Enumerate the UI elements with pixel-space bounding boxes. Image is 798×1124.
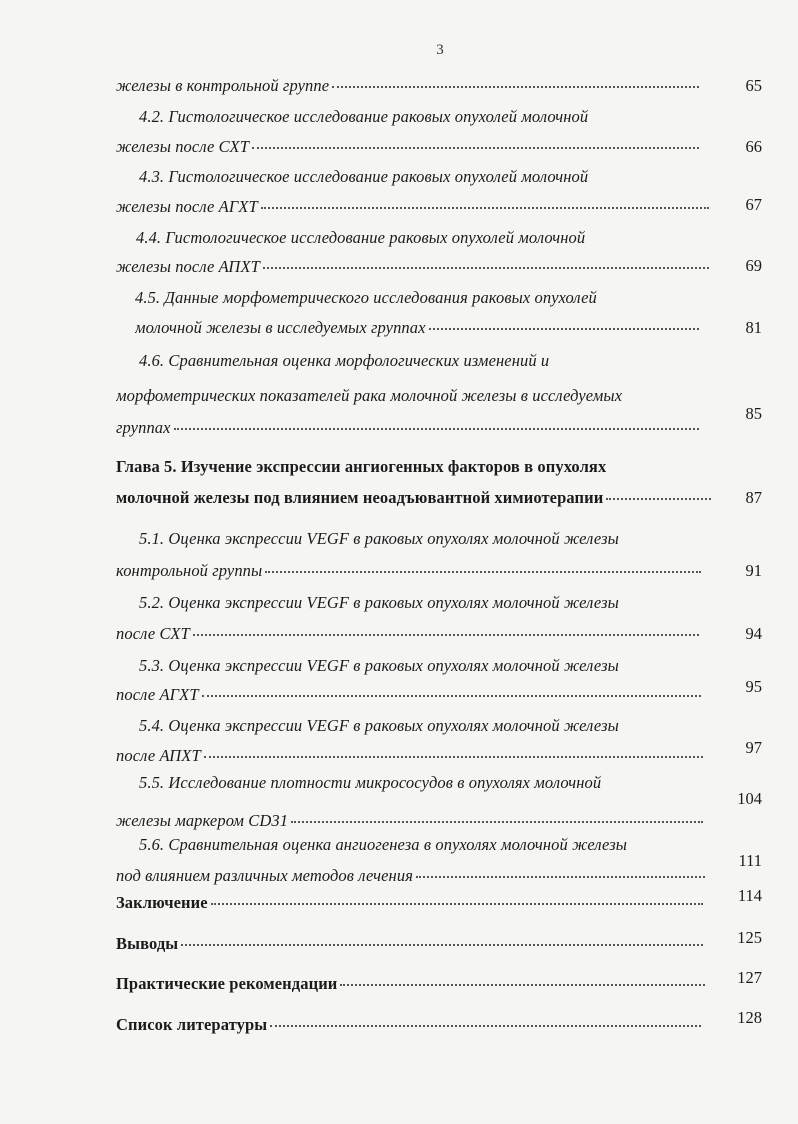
toc-entry-line xyxy=(116,386,622,406)
toc-entry-text: контрольной группы xyxy=(116,561,263,580)
toc-entry-line xyxy=(116,893,704,913)
toc-entry-text: под влиянием различных методов лечения xyxy=(116,866,413,885)
toc-entry-text: 4.4. Гистологическое исследование раковых опухолей молочной xyxy=(136,228,586,247)
toc-leader-dots xyxy=(265,571,701,573)
toc-leader-dots xyxy=(263,267,709,269)
toc-entry-text: 5.5. Исследование плотности микрососудов в опухолях молочной xyxy=(139,773,602,792)
toc-page-number: 97 xyxy=(745,738,762,757)
toc-entry-text: железы в контрольной группе xyxy=(116,76,330,95)
toc-leader-dots xyxy=(202,695,701,697)
toc-entry-text: молочной железы под влиянием неоадъювантной химиотерапии xyxy=(116,488,604,507)
toc-entry-text: Практические рекомендации xyxy=(116,974,338,993)
toc-entry-text: Список литературы xyxy=(116,1015,268,1034)
toc-leader-dots xyxy=(261,207,709,209)
toc-entry-text: 5.2. Оценка экспрессии VEGF в раковых опухолях молочной железы xyxy=(139,593,619,612)
toc-leader-dots xyxy=(193,634,699,636)
toc-page-number: 104 xyxy=(737,789,762,808)
toc-page-number: 91 xyxy=(745,561,762,580)
toc-entry-text: после СХТ xyxy=(116,624,190,643)
toc-leader-dots xyxy=(416,876,705,878)
toc-entry-line xyxy=(136,228,585,248)
toc-leader-dots xyxy=(340,984,705,986)
toc-entry-text: 5.6. Сравнительная оценка ангиогенеза в опухолях молочной железы xyxy=(139,835,628,854)
toc-entry-text: после АПХТ xyxy=(116,746,201,765)
toc-page-number: 111 xyxy=(738,851,762,870)
toc-entry-text: 5.3. Оценка экспрессии VEGF в раковых опухолях молочной железы xyxy=(139,656,619,675)
toc-entry-text: молочной железы в исследуемых группах xyxy=(135,318,426,337)
toc-entry-line xyxy=(139,716,619,736)
toc-entry-line xyxy=(116,624,700,644)
toc-entry-line xyxy=(135,318,700,338)
toc-entry-line xyxy=(116,457,606,477)
toc-entry-line xyxy=(139,593,619,613)
toc-page-number: 94 xyxy=(745,624,762,643)
toc-entry-line xyxy=(116,934,704,954)
toc-entry-line xyxy=(116,76,700,96)
toc-entry-text: 5.4. Оценка экспрессии VEGF в раковых опухолях молочной железы xyxy=(139,716,619,735)
toc-entry-line xyxy=(116,137,700,157)
toc-page-number: 95 xyxy=(745,677,762,696)
toc-leader-dots xyxy=(332,86,699,88)
toc-entry-text: после АГХТ xyxy=(116,685,199,704)
toc-entry-line xyxy=(139,167,588,187)
toc-entry-line xyxy=(116,561,702,581)
toc-entry-text: 4.2. Гистологическое исследование раковых опухолей молочной xyxy=(139,107,589,126)
toc-entry-line xyxy=(116,746,704,766)
toc-page-number: 128 xyxy=(737,1008,762,1027)
toc-entry-text: железы после АГХТ xyxy=(116,197,258,216)
toc-entry-line xyxy=(139,773,601,793)
toc-entry-line xyxy=(116,1015,702,1035)
toc-entry-line xyxy=(116,488,712,508)
toc-entry-text: 4.3. Гистологическое исследование раковых опухолей молочной xyxy=(139,167,589,186)
toc-page-number: 114 xyxy=(737,886,762,905)
toc-entry-text: железы после АПХТ xyxy=(116,257,260,276)
toc-entry-line xyxy=(116,418,700,438)
toc-page-number: 127 xyxy=(737,968,762,987)
toc-entry-text: Заключение xyxy=(116,893,208,912)
toc-entry-text: группах xyxy=(116,418,171,437)
toc-entry-line xyxy=(116,974,706,994)
toc-page-number: 85 xyxy=(745,404,762,423)
toc-leader-dots xyxy=(174,428,699,430)
toc-entry-line xyxy=(116,811,704,831)
toc-entry-text: 4.5. Данные морфометрического исследования раковых опухолей xyxy=(135,288,597,307)
toc-entry-text: железы после СХТ xyxy=(116,137,250,156)
toc-leader-dots xyxy=(270,1025,701,1027)
toc-entry-text: Выводы xyxy=(116,934,179,953)
toc-entry-line xyxy=(116,685,702,705)
toc-entry-line xyxy=(139,835,627,855)
toc-entry-text: морфометрических показателей рака молочной железы в исследуемых xyxy=(116,386,623,405)
toc-entry-line xyxy=(116,197,710,217)
toc-page-number: 69 xyxy=(745,256,762,275)
toc-leader-dots xyxy=(181,944,703,946)
toc-leader-dots xyxy=(606,498,711,500)
toc-leader-dots xyxy=(211,903,703,905)
toc-leader-dots xyxy=(252,147,699,149)
toc-entry-text: Глава 5. Изучение экспрессии ангиогенных факторов в опухолях xyxy=(116,457,607,476)
toc-entry-line xyxy=(139,351,549,371)
toc-entry-line xyxy=(139,656,619,676)
toc-entry-text: 4.6. Сравнительная оценка морфологических изменений и xyxy=(139,351,550,370)
toc-page-number: 67 xyxy=(745,195,762,214)
toc-entry-line xyxy=(116,257,710,277)
toc-entry-line xyxy=(139,107,588,127)
toc-page-number: 66 xyxy=(745,137,762,156)
toc-page-number: 87 xyxy=(745,488,762,507)
toc-entry-text: железы маркером CD31 xyxy=(116,811,289,830)
toc-entry-line xyxy=(116,866,706,886)
toc-entry-text: 5.1. Оценка экспрессии VEGF в раковых опухолях молочной железы xyxy=(139,529,619,548)
toc-entry-line xyxy=(139,529,619,549)
toc-leader-dots xyxy=(429,328,699,330)
page-number: 3 xyxy=(436,42,444,58)
toc-leader-dots xyxy=(291,821,703,823)
toc-leader-dots xyxy=(204,756,703,758)
toc-entry-line xyxy=(135,288,597,308)
toc-page-number: 125 xyxy=(737,928,762,947)
toc-page-number: 81 xyxy=(745,318,762,337)
toc-page-number: 65 xyxy=(745,76,762,95)
